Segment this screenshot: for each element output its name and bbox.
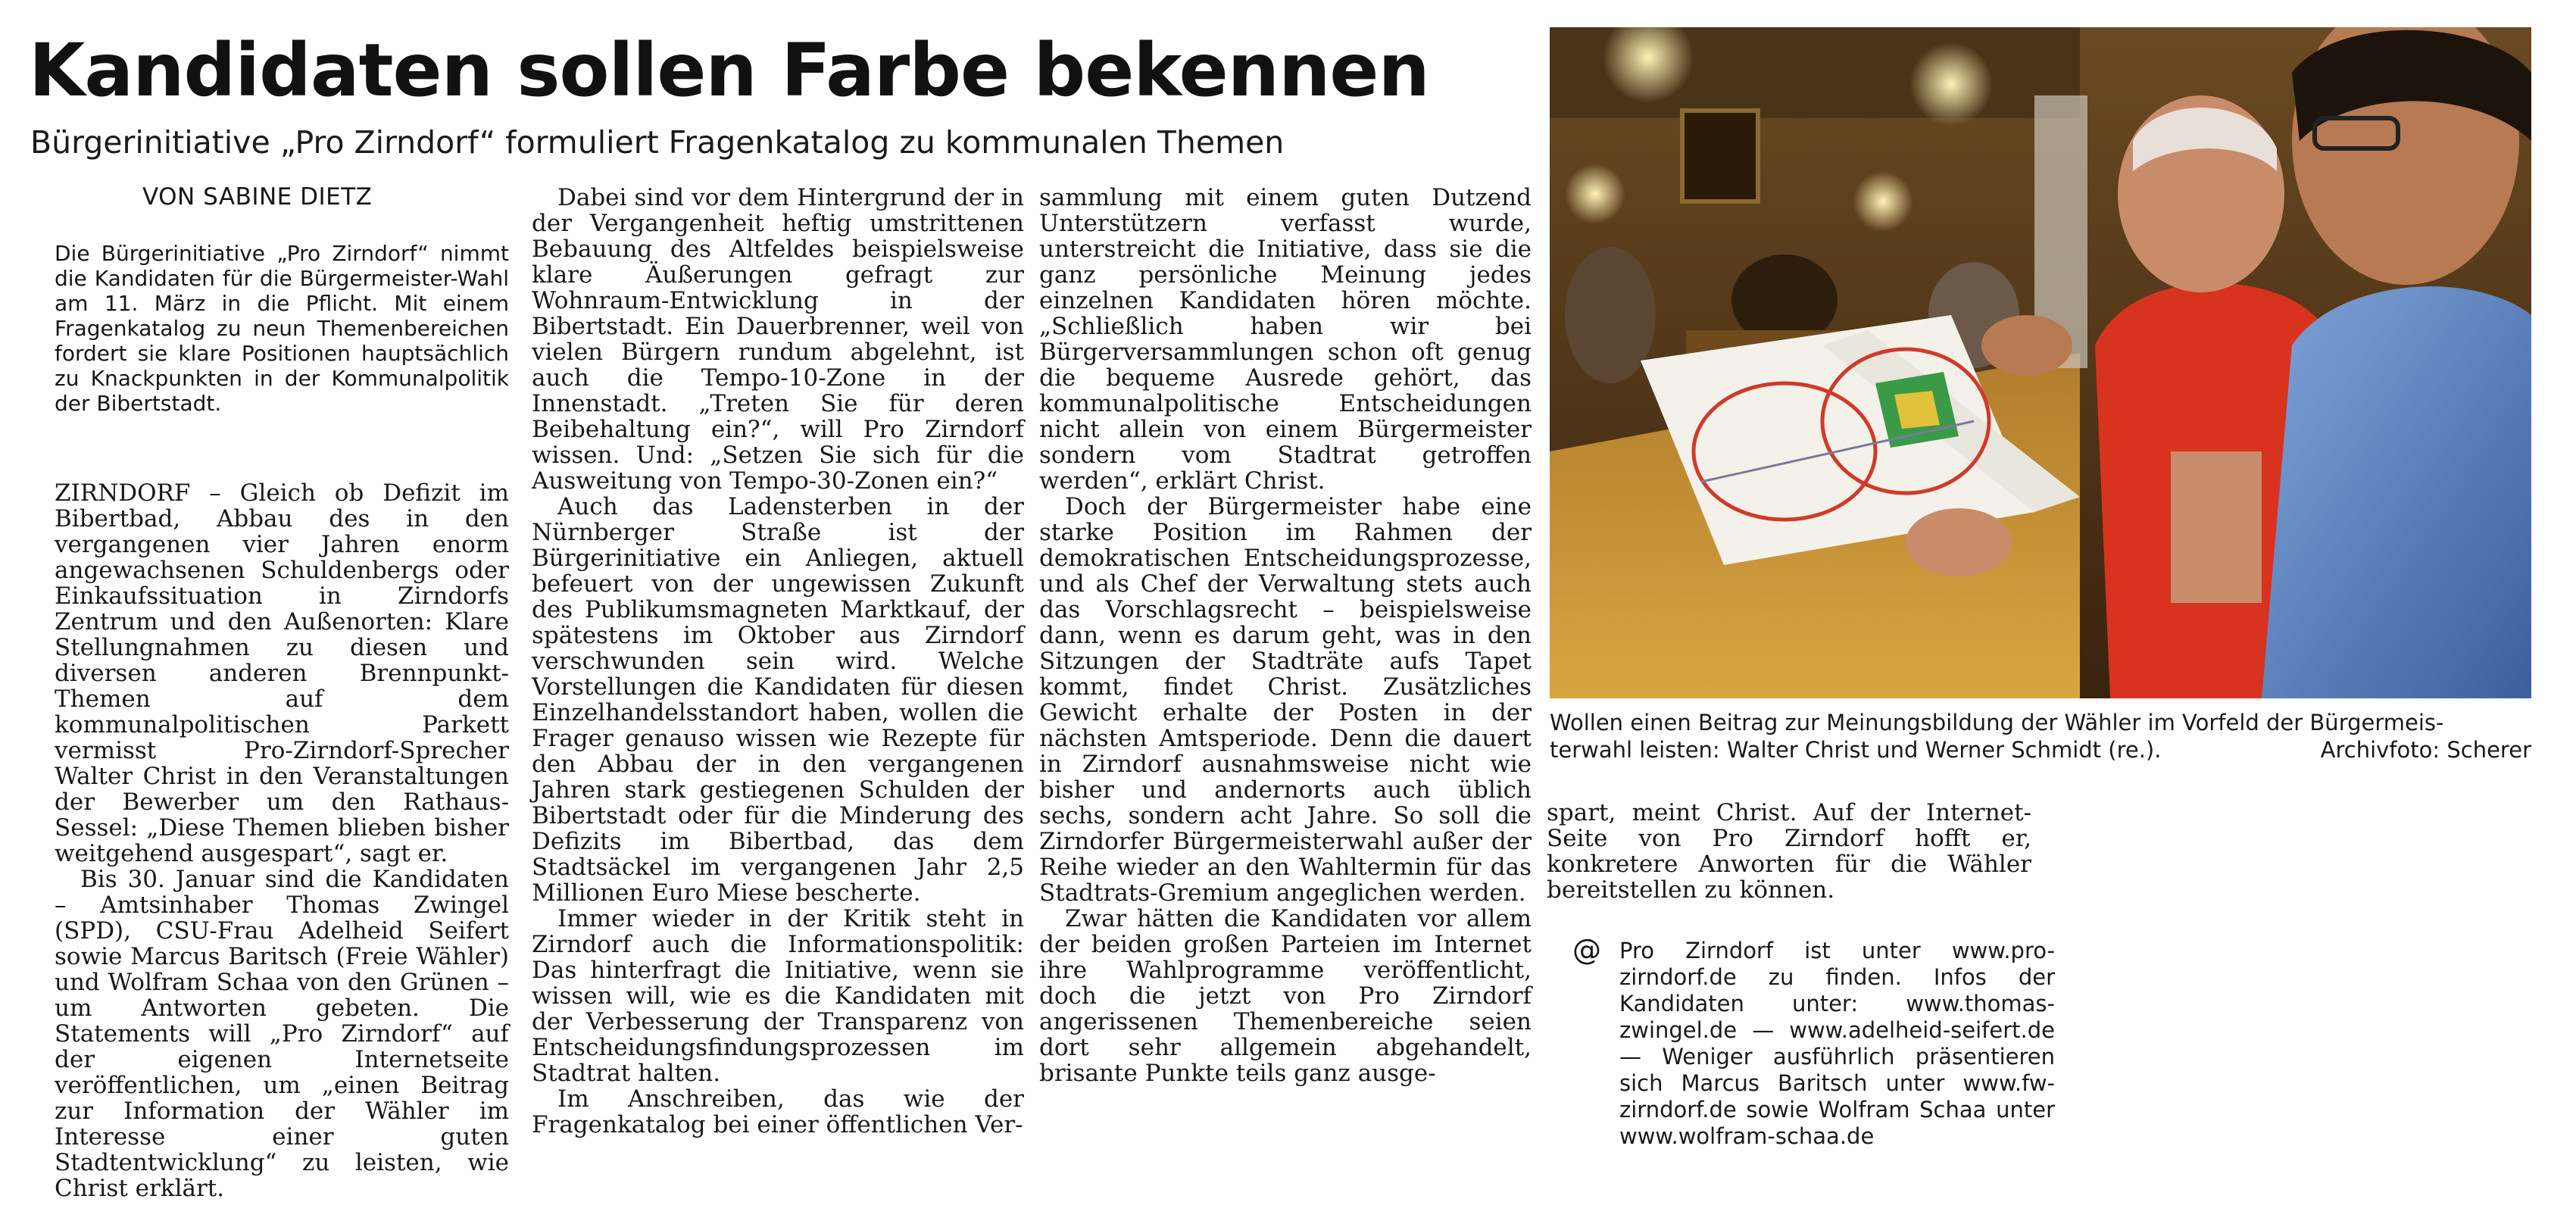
photo-illustration bbox=[1550, 27, 2531, 698]
article-paragraph: sammlung mit einem guten Dutzend Unterstützern verfasst wurde, unterstreicht die Initiative, dass sie die ganz persönliche Meinung jedes einzelnen Kandidaten hören möchte. „Schließlich haben wir bei Bürgerversammlungen schon oft genug die bequeme Ausrede gehört, das kommunalpolitische Entscheidungen nicht allein von einem Bürgermeister sondern vom Stadtrat getroffen werden“, erklärt Christ. bbox=[1039, 184, 1532, 495]
headline: Kandidaten sollen Farbe bekennen bbox=[29, 28, 1429, 113]
caption-text: terwahl leisten: Walter Christ und Werner Schmidt (re.). bbox=[1550, 737, 2162, 763]
article-column-3 bbox=[1039, 185, 1532, 1086]
caption-line-1: Wollen einen Beitrag zur Meinungsbildung der Wähler im Vorfeld der Bürgermeis- bbox=[1550, 710, 2444, 735]
article-paragraph: Immer wieder in der Kritik steht in Zirndorf auch die Informationspolitik: Das hinterfragt die Initiative, wenn sie wissen will, wie es die Kandidaten mit der Verbesserung der Transparenz von Entscheidungsfindungsprozessen im Stadtrat halten. bbox=[532, 905, 1024, 1087]
subheadline: Bürgerinitiative „Pro Zirndorf“ formuliert Fragenkatalog zu kommunalen Themen bbox=[30, 124, 1285, 161]
article-photo bbox=[1550, 27, 2531, 698]
article-paragraph: Doch der Bürgermeister habe eine starke Position im Rahmen der demokratischen Entscheidungsprozesse, und als Chef der Verwaltung stets auch das Vorschlagsrecht – beispielsweise dann, wenn es darum geht, was in den Sitzungen der Stadträte aufs Tapet kommt, findet Christ. Zusätzliches Gewicht erhalte der Posten in der nächsten Amtsperiode. Denn die dauert in Zirndorf ausnahmsweise nicht wie bisher und andernorts auch üblich sechs, sondern acht Jahre. So soll die Zirndorfer Bürgermeisterwahl außer der Reihe wieder an den Wahltermin für das Stadtrats-Gremium angeglichen werden. bbox=[1039, 493, 1532, 907]
article-column-1 bbox=[55, 480, 509, 1201]
article-paragraph: Auch das Ladensterben in der Nürnberger Straße ist der Bürgerinitiative ein Anliegen, aktuell befeuert von der ungewissen Zukunft des Publikumsmagneten Marktkauf, der spätestens im Oktober aus Zirndorf verschwunden sein wird. Welche Vorstellungen die Kandidaten für diesen Einzelhandelsstandort haben, wollen die Frager genauso wissen wie Rezepte für den Abbau der in den vergangenen Jahren stark gestiegenen Schulden der Bibertstadt oder für die Minderung des Defizits im Bibertbad, das dem Stadtsäckel im vergangenen Jahr 2,5 Millionen Euro Miese bescherte. bbox=[532, 493, 1024, 907]
caption-line-2 bbox=[1550, 736, 2531, 764]
photo-credit: Archivfoto: Scherer bbox=[2320, 737, 2531, 763]
article-paragraph: spart, meint Christ. Auf der Internet-Seite von Pro Zirndorf hofft er, konkretere Anworten für die Wähler bereitstellen zu können. bbox=[1547, 799, 2031, 904]
byline: VON SABINE DIETZ bbox=[142, 183, 373, 211]
intro-paragraph: Die Bürgerinitiative „Pro Zirndorf“ nimmt die Kandidaten für die Bürgermeister-Wahl am 11. März in die Pflicht. Mit einem Fragenkatalog zu neun Themenbereichen fordert sie klare Positionen hauptsächlich zu Knackpunkten in der Kommunalpolitik der Bibertstadt. bbox=[55, 241, 509, 416]
article-paragraph: ZIRNDORF – Gleich ob Defizit im Bibertbad, Abbau des in den vergangenen vier Jahren enorm angewachsenen Schuldenbergs oder Einkaufssituation in Zirndorfs Zentrum und den Außenorten: Klare Stellungnahmen zu diesen und diversen anderen Brennpunkt-Themen auf dem kommunalpolitischen Parkett vermisst Pro-Zirndorf-Sprecher Walter Christ in den Veranstaltungen der Bewerber um den Rathaus-Sessel: „Diese Themen blieben bisher weitgehend ausgespart“, sagt er. bbox=[55, 479, 509, 867]
at-icon: @ bbox=[1572, 933, 1601, 966]
article-column-4 bbox=[1547, 800, 2031, 903]
article-paragraph: Zwar hätten die Kandidaten vor allem der beiden großen Parteien im Internet ihre Wahlprogramme veröffentlicht, doch die jetzt von Pro Zirndorf angerissenen Themenbereiche seien dort sehr allgemein abgehandelt, brisante Punkte teils ganz ausge- bbox=[1039, 905, 1532, 1087]
article-paragraph: Im Anschreiben, das wie der Fragenkatalog bei einer öffentlichen Ver- bbox=[532, 1085, 1024, 1138]
article-paragraph: Bis 30. Januar sind die Kandidaten – Amtsinhaber Thomas Zwingel (SPD), CSU-Frau Adelheid Seifert sowie Marcus Baritsch (Freie Wähler) und Wolfram Schaa von den Grünen – um Antworten gebeten. Die Statements will „Pro Zirndorf“ auf der eigenen Internetseite veröffentlichen, um „einen Beitrag zur Information der Wähler im Interesse einer guten Stadtentwicklung“ zu leisten, wie Christ erklärt. bbox=[55, 866, 509, 1202]
article-column-2 bbox=[532, 185, 1024, 1138]
info-text: Pro Zirndorf ist unter www.pro-zirndorf.de zu finden. Infos der Kandidaten unter: www.thomas-zwingel.de — www.adelheid-seifert.de — Weniger ausführlich präsentieren sich Marcus Baritsch unter www.fw-zirndorf.de sowie Wolfram Schaa unter www.wolfram-schaa.de bbox=[1619, 938, 2055, 1149]
article-paragraph: Dabei sind vor dem Hintergrund der in der Vergangenheit heftig umstrittenen Bebauung des Altfeldes beispielsweise klare Äußerungen gefragt zur Wohnraum-Entwicklung in der Bibertstadt. Ein Dauerbrenner, weil von vielen Bürgern rundum abgelehnt, ist auch die Tempo-10-Zone in der Innenstadt. „Treten Sie für deren Beibehaltung ein?“, will Pro Zirndorf wissen. Und: „Setzen Sie sich für die Ausweitung von Tempo-30-Zonen ein?“ bbox=[532, 184, 1024, 495]
photo-caption bbox=[1550, 709, 2531, 764]
